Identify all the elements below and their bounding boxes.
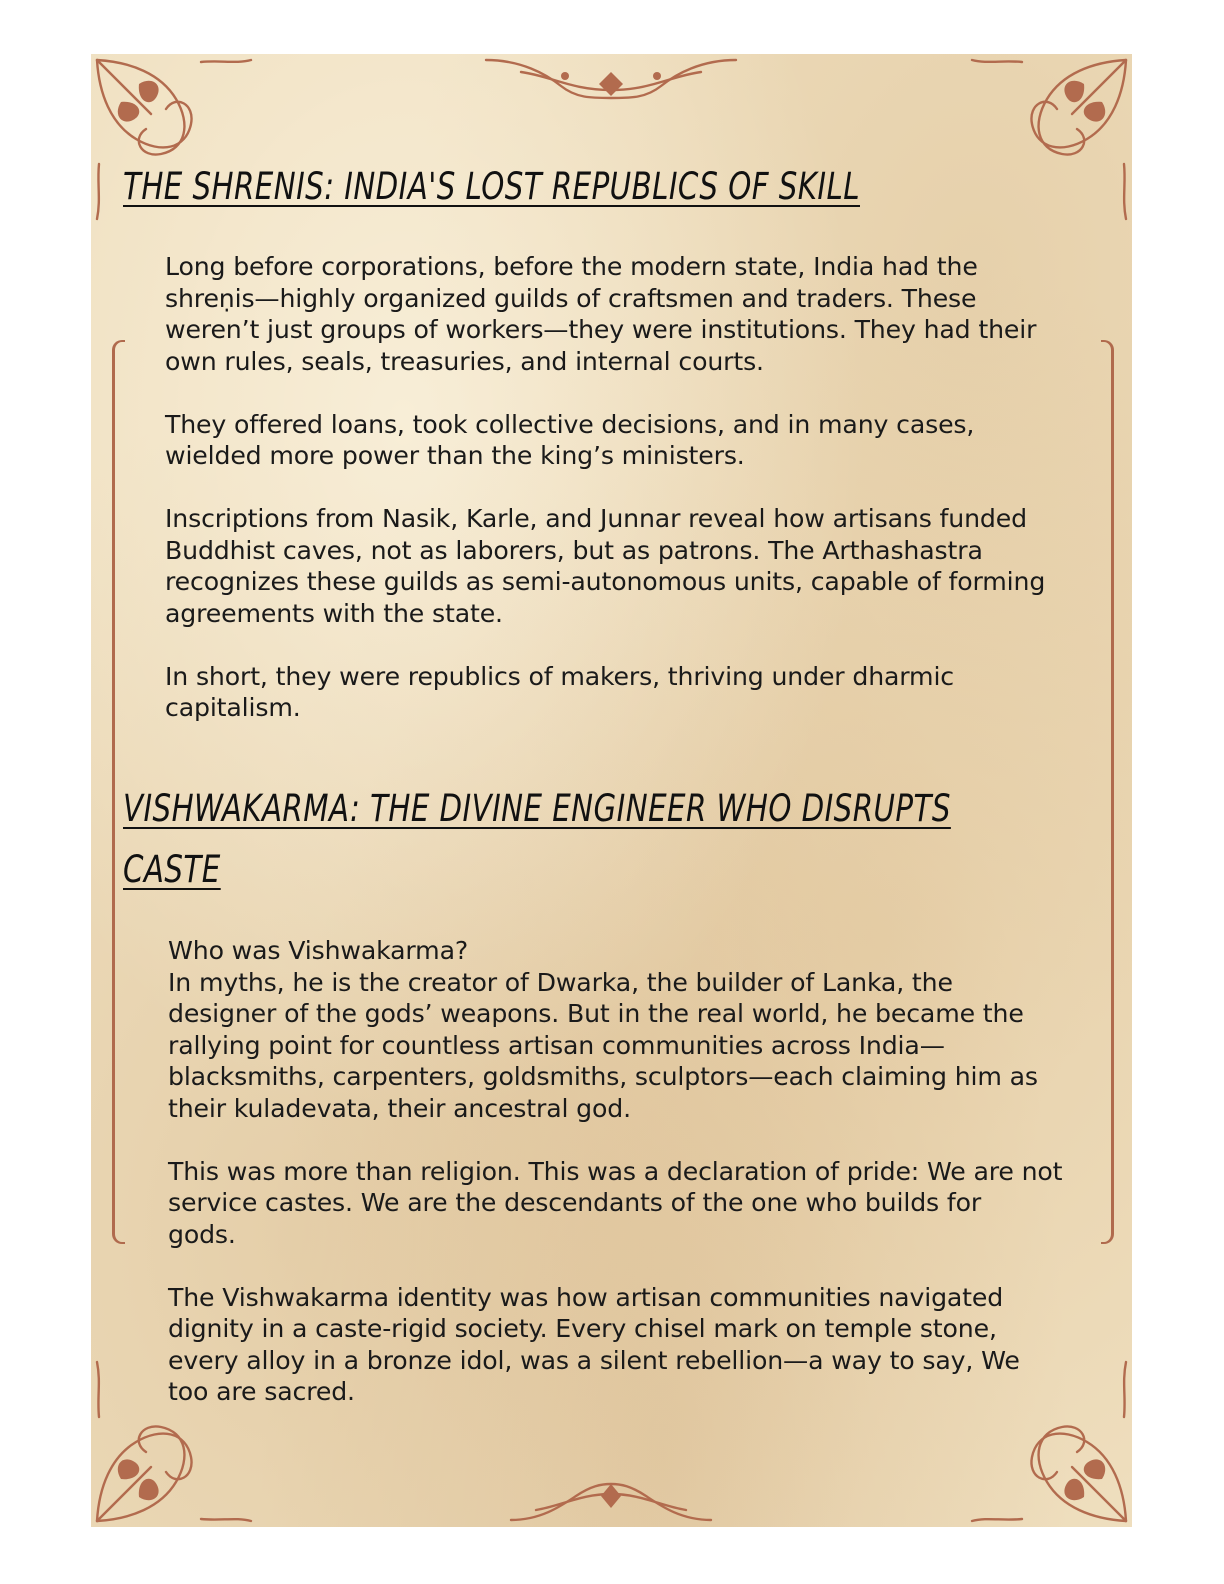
paragraph: They offered loans, took collective decisions, and in many cases, wielded more power than the king’s ministers. [165,409,975,470]
corner-ornament-top-right-icon [972,60,1126,219]
paragraph: This was more than religion. This was a declaration of pride: We are not service castes. We are the descendants of the one who builds for gods. [168,1156,1063,1249]
paragraph: Long before corporations, before the modern state, India had the shreṇis—highly organized guilds of craftsmen and traders. These weren’t just groups of workers—they were institutions. They had their own rules, seals, treasuries, and internal courts. [165,252,1037,376]
section-heading-shrenis: THE SHRENIS: INDIA'S LOST REPUBLICS OF SKILL [123,165,860,208]
paragraph: Who was Vishwakarma? In myths, he is the creator of Dwarka, the builder of Lanka, the designer of the gods’ weapons. But in the real world, he became the rallying point for countless artisan communities across India— blacksmiths, carpenters, goldsmiths, sculptors—each claiming him as their kuladevata, their ancestral god. [168,936,1038,1123]
top-flourish-icon [486,60,736,98]
bottom-flourish-icon [511,1484,711,1520]
heading-line: CASTE [123,848,221,891]
section-heading-vishwakarma [123,778,951,900]
paragraph: In short, they were republics of makers, thriving under dharmic capitalism. [165,661,954,722]
paragraph: Inscriptions from Nasik, Karle, and Junnar reveal how artisans funded Buddhist caves, not as laborers, but as patrons. The Arthashastra recognizes these guilds as semi-autonomous units, capable of forming agreements with the state. [165,504,1046,628]
paragraph: The Vishwakarma identity was how artisan communities navigated dignity in a caste-rigid society. Every chisel mark on temple stone, every alloy in a bronze idol, was a silent rebellion—a way to say, We too are sacred. [168,1282,1020,1406]
section-body-vishwakarma [168,935,1108,1439]
heading-line: VISHWAKARMA: THE DIVINE ENGINEER WHO DISRUPTS [123,787,951,830]
section-body-shrenis [165,251,1105,755]
